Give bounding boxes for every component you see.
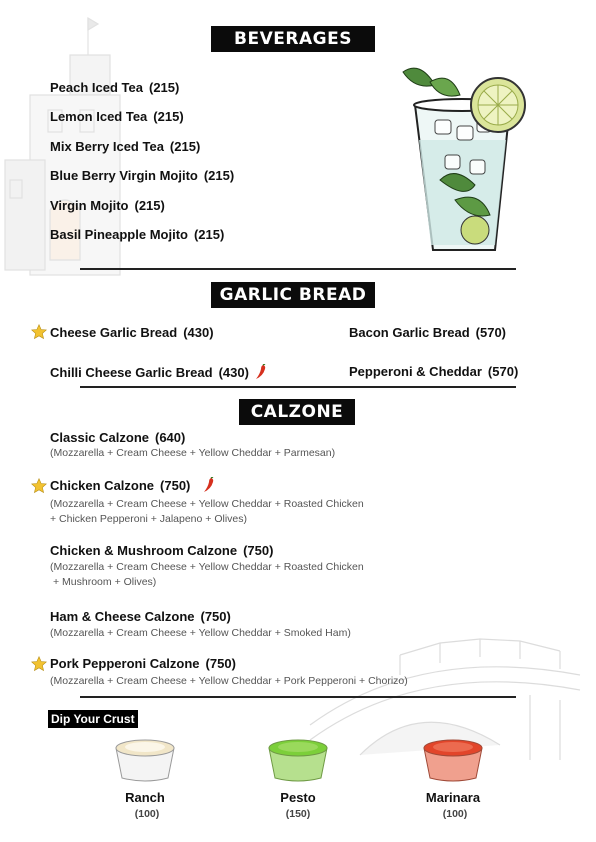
item-name: Bacon Garlic Bread [349, 325, 470, 340]
dip-price: (100) [134, 808, 160, 820]
star-icon [31, 324, 47, 340]
dip-name: Ranch [125, 790, 165, 805]
menu-item [50, 543, 273, 558]
chili-icon [254, 364, 268, 380]
item-description: (Mozzarella + Cream Cheese + Yellow Cheddar + Roasted Chicken [50, 498, 364, 510]
menu-item [50, 656, 236, 671]
mojito-glass-illustration [395, 60, 535, 260]
marinara-dip-cup-icon [418, 732, 488, 784]
chili-icon [202, 477, 216, 493]
item-name: Chicken Calzone [50, 478, 155, 493]
item-name: Blue Berry Virgin Mojito [50, 168, 198, 183]
calzone-title: CALZONE [239, 399, 355, 425]
dip-your-crust-label: Dip Your Crust [48, 710, 138, 728]
section-divider [80, 696, 516, 698]
dip-name: Marinara [425, 790, 481, 805]
item-price: (215) [153, 109, 184, 124]
menu-item [50, 430, 185, 445]
item-name: Mix Berry Iced Tea [50, 139, 164, 154]
item-description: + Mushroom + Olives) [53, 576, 157, 588]
item-description: (Mozzarella + Cream Cheese + Yellow Cheddar + Parmesan) [50, 447, 336, 459]
garlic-bread-title: GARLIC BREAD [211, 282, 375, 308]
item-name: Pork Pepperoni Calzone [50, 656, 200, 671]
item-price: (750) [243, 543, 274, 558]
menu-item [50, 139, 200, 154]
menu-item [50, 80, 179, 95]
item-price: (215) [193, 227, 225, 242]
menu-item [349, 364, 518, 379]
item-description: (Mozzarella + Cream Cheese + Yellow Cheddar + Pork Pepperoni + Chorizo) [50, 675, 408, 687]
dip-price: (100) [442, 808, 468, 820]
item-price: (750) [205, 656, 236, 671]
item-price: (750) [200, 609, 231, 624]
item-name: Peach Iced Tea [50, 80, 143, 95]
item-price: (430) [218, 365, 249, 380]
dip-name: Pesto [280, 790, 316, 805]
star-icon [31, 656, 47, 672]
menu-item [50, 198, 165, 213]
pesto-dip-cup-icon [263, 732, 333, 784]
item-name: Chicken & Mushroom Calzone [50, 543, 238, 558]
dip-price: (150) [285, 808, 311, 820]
item-price: (640) [155, 430, 186, 445]
item-name: Lemon Iced Tea [50, 109, 148, 124]
item-price: (750) [160, 478, 191, 493]
item-name: Pepperoni & Cheddar [349, 364, 482, 379]
menu-item [50, 365, 249, 380]
item-name: Chilli Cheese Garlic Bread [50, 365, 213, 380]
star-icon [31, 478, 47, 494]
item-price: (215) [148, 80, 180, 95]
item-name: Classic Calzone [50, 430, 149, 445]
section-divider [80, 386, 516, 388]
item-price: (215) [169, 139, 201, 154]
menu-item [50, 109, 184, 124]
item-name: Ham & Cheese Calzone [50, 609, 195, 624]
item-description: (Mozzarella + Cream Cheese + Yellow Cheddar + Roasted Chicken [50, 561, 364, 573]
ranch-dip-cup-icon [110, 732, 180, 784]
menu-item [50, 478, 190, 493]
item-name: Cheese Garlic Bread [50, 325, 178, 340]
menu-item [50, 609, 231, 624]
menu-item [50, 168, 234, 183]
item-price: (430) [183, 325, 214, 340]
item-price: (215) [203, 168, 235, 183]
item-price: (570) [475, 325, 507, 340]
menu-item [50, 227, 224, 242]
section-divider [80, 268, 516, 270]
menu-item [349, 325, 506, 340]
item-description: (Mozzarella + Cream Cheese + Yellow Cheddar + Smoked Ham) [50, 627, 351, 639]
menu-item [50, 325, 214, 340]
item-name: Virgin Mojito [50, 198, 129, 213]
item-price: (570) [487, 364, 519, 379]
item-price: (215) [134, 198, 165, 213]
beverages-title: BEVERAGES [211, 26, 375, 52]
item-description: + Chicken Pepperoni + Jalapeno + Olives) [50, 513, 247, 525]
item-name: Basil Pineapple Mojito [50, 227, 188, 242]
